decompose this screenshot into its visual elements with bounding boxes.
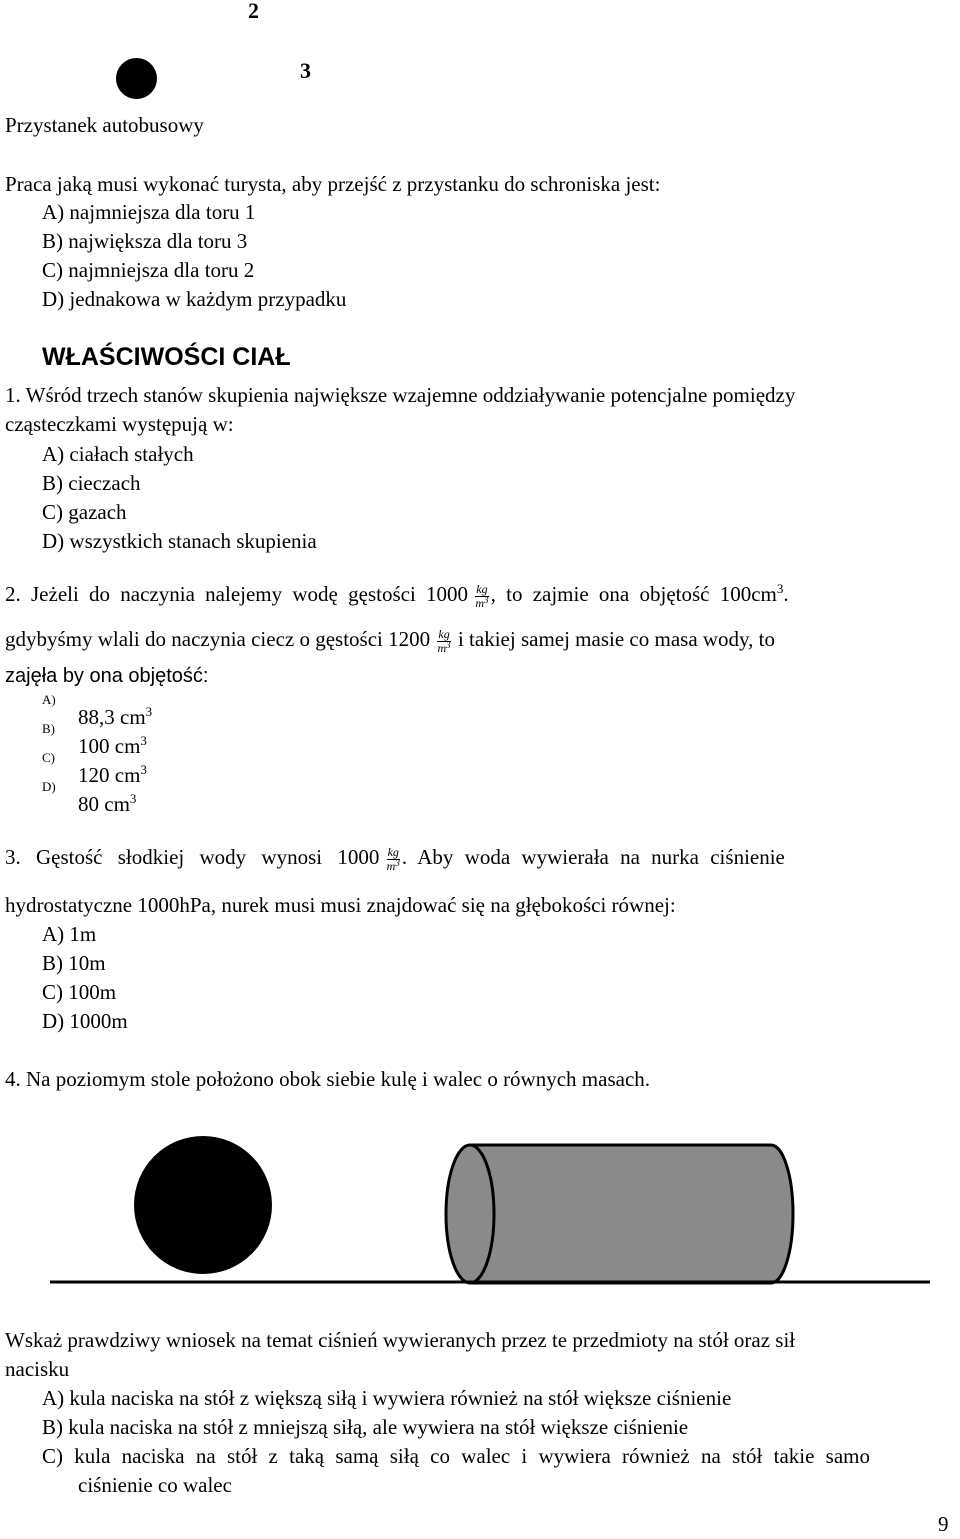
section-title: WŁAŚCIWOŚCI CIAŁ [42, 343, 291, 371]
q3-line1-pre: 3. Gęstość słodkiej wody wynosi 1000 [5, 845, 380, 869]
q2-option-d-sup: 3 [129, 791, 137, 806]
q2-option-b-label: B) [42, 721, 55, 736]
unit-numerator-2: kg [438, 626, 450, 641]
q4-text: 4. Na poziomym stole położono obok siebie kulę i walec o równych masach. [5, 1067, 651, 1091]
q1-option-d: D) wszystkich stanach skupienia [42, 529, 317, 553]
q4-option-a: A) kula naciska na stół z większą siłą i wywiera również na stół większe ciśnienie [42, 1386, 732, 1410]
q2-option-d-text: 80 cm [78, 792, 130, 816]
q3-line1 [5, 843, 785, 873]
unit-numerator-3: kg [387, 844, 399, 859]
q4-option-c-line2: ciśnienie co walec [78, 1473, 232, 1497]
q2-line2-post: i takiej samej masie co masa wody, to [452, 627, 776, 651]
q2-line3: zajęła by ona objętość: [5, 665, 209, 687]
q2-option-a-label: A) [42, 692, 56, 707]
q2-option-c-sup: 3 [140, 762, 147, 777]
bus-stop-label: Przystanek autobusowy [5, 113, 204, 137]
unit-den-base: m [475, 595, 485, 610]
q2-option-d-label: D) [42, 779, 56, 794]
q2-option-a-text: 88,3 cm [78, 705, 146, 729]
q4-question-line1: Wskaż prawdziwy wniosek na temat ciśnień wywieranych przez te przedmioty na stół oraz sił [5, 1328, 796, 1352]
unit-denominator-3 [386, 857, 400, 873]
q2-option-b-text: 100 cm [78, 734, 141, 758]
q2-option-b-sup: 3 [140, 733, 147, 748]
q1-option-a: A) ciałach stałych [42, 442, 194, 466]
unit-den-sup-3: 3 [395, 857, 400, 868]
q2-option-c-text: 120 cm [78, 763, 141, 787]
q2-option-a-value [78, 703, 152, 732]
unit-den-sup: 3 [484, 594, 489, 605]
density-unit-fraction-3 [387, 846, 400, 873]
q2-line1-sup: 3 [776, 581, 784, 596]
q2-line2 [5, 625, 775, 655]
q3-option-a: A) 1m [42, 922, 97, 946]
work-question-text: Praca jaką musi wykonać turysta, aby przejść z przystanku do schroniska jest: [5, 172, 661, 196]
q1-line1: 1. Wśród trzech stanów skupienia największe wzajemne oddziaływanie potencjalne pomiędzy [5, 383, 796, 407]
work-option-b: B) największa dla toru 3 [42, 229, 248, 253]
q3-line2: hydrostatyczne 1000hPa, nurek musi musi znajdować się na głębokości równej: [5, 893, 676, 917]
q2-line1 [5, 580, 955, 610]
q2-option-a-sup: 3 [145, 704, 153, 719]
ball [134, 1136, 272, 1274]
q1-line2: cząsteczkami występują w: [5, 412, 234, 436]
unit-denominator [475, 594, 489, 610]
q2-line1-pre: 2. Jeżeli do naczynia nalejemy wodę gęstości 1000 [5, 582, 469, 606]
q1-option-c: C) gazach [42, 500, 127, 524]
figure-label-2: 2 [248, 0, 259, 23]
q2-line1-end: . [783, 582, 789, 606]
q3-option-b: B) 10m [42, 951, 106, 975]
density-unit-fraction [475, 583, 488, 610]
density-unit-fraction-2 [437, 628, 450, 655]
q1-option-b: B) cieczach [42, 471, 141, 495]
q3-line1-post: . Aby woda wywierała na nurka ciśnienie [401, 845, 785, 869]
q4-question-line2: nacisku [5, 1357, 70, 1381]
work-option-d: D) jednakowa w każdym przypadku [42, 287, 347, 311]
work-option-a: A) najmniejsza dla toru 1 [42, 200, 256, 224]
q2-option-d-value [78, 790, 136, 819]
q2-line1-post: , to zajmie ona objętość 100cm [490, 582, 777, 606]
unit-denominator-2 [437, 639, 451, 655]
q3-option-c: C) 100m [42, 980, 117, 1004]
figure-label-3: 3 [300, 58, 311, 83]
unit-den-base-3: m [386, 858, 396, 873]
unit-numerator: kg [476, 581, 488, 596]
bus-stop-dot [116, 58, 157, 99]
ball-cylinder-figure [0, 1135, 960, 1285]
q2-option-c-label: C) [42, 750, 55, 765]
work-option-c: C) najmniejsza dla toru 2 [42, 258, 255, 282]
q2-option-c-value [78, 761, 147, 790]
cylinder [446, 1145, 793, 1283]
page-number: 9 [938, 1512, 949, 1536]
q4-option-b: B) kula naciska na stół z mniejszą siłą, ale wywiera na stół większe ciśnienie [42, 1415, 689, 1439]
unit-den-sup-2: 3 [446, 639, 451, 650]
q3-option-d: D) 1000m [42, 1009, 128, 1033]
q2-option-b-value [78, 732, 147, 761]
q4-option-c-line1: C) kula naciska na stół z taką samą siłą co walec i wywiera również na stół takie samo [42, 1444, 870, 1468]
unit-den-base-2: m [437, 640, 447, 655]
q2-line2-pre: gdybyśmy wlali do naczynia ciecz o gęstości 1200 [5, 627, 431, 651]
